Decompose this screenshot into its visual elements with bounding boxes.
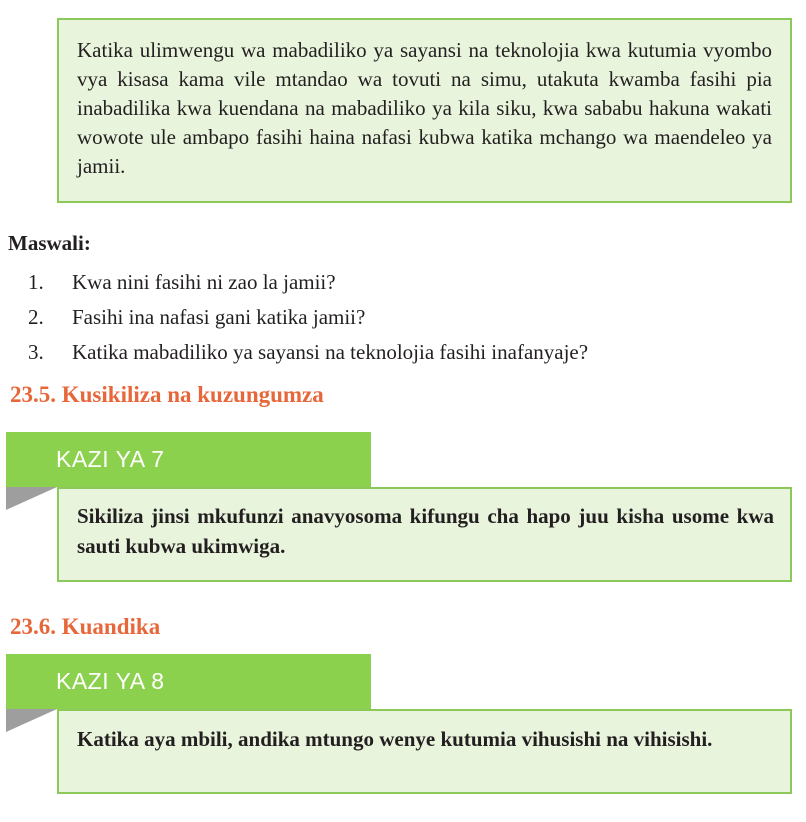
list-item	[8, 300, 788, 335]
passage-box	[57, 18, 792, 203]
list-item	[8, 335, 788, 370]
section-heading-writing: 23.6. Kuandika	[10, 614, 161, 639]
task-instruction-box	[57, 709, 792, 794]
questions-list	[8, 265, 788, 370]
task-instruction-text: Sikiliza jinsi mkufunzi anavyosoma kifungu cha hapo juu kisha usome kwa sauti kubwa ukimwiga.	[77, 504, 774, 558]
list-item	[8, 265, 788, 300]
question-number: 1.	[28, 270, 44, 294]
tab-fold-shadow	[6, 709, 57, 732]
question-text: Fasihi ina nafasi gani katika jamii?	[72, 305, 366, 329]
task-instruction-text: Katika aya mbili, andika mtungo wenye kutumia vihusishi na vihisishi.	[77, 727, 713, 751]
task-instruction-box	[57, 487, 792, 582]
questions-heading: Maswali:	[8, 231, 91, 255]
task-label-tab: KAZI YA 8	[6, 654, 371, 709]
section-heading-listening: 23.5. Kusikiliza na kuzungumza	[10, 382, 324, 407]
question-text: Katika mabadiliko ya sayansi na teknolojia fasihi inafanyaje?	[72, 340, 589, 364]
task-label-tab: KAZI YA 7	[6, 432, 371, 487]
question-number: 2.	[28, 305, 44, 329]
question-text: Kwa nini fasihi ni zao la jamii?	[72, 270, 336, 294]
passage-text: Katika ulimwengu wa mabadiliko ya sayansi na teknolojia kwa kutumia vyombo vya kisasa kama vile mtandao wa tovuti na simu, utakuta kwamba fasihi pia inabadilika kwa kuendana na mabadiliko ya kila siku, kwa sababu hakuna wakati wowote ule ambapo fasihi haina nafasi kubwa katika mchango wa maendeleo ya jamii.	[77, 38, 772, 178]
tab-fold-shadow	[6, 487, 57, 510]
question-number: 3.	[28, 340, 44, 364]
